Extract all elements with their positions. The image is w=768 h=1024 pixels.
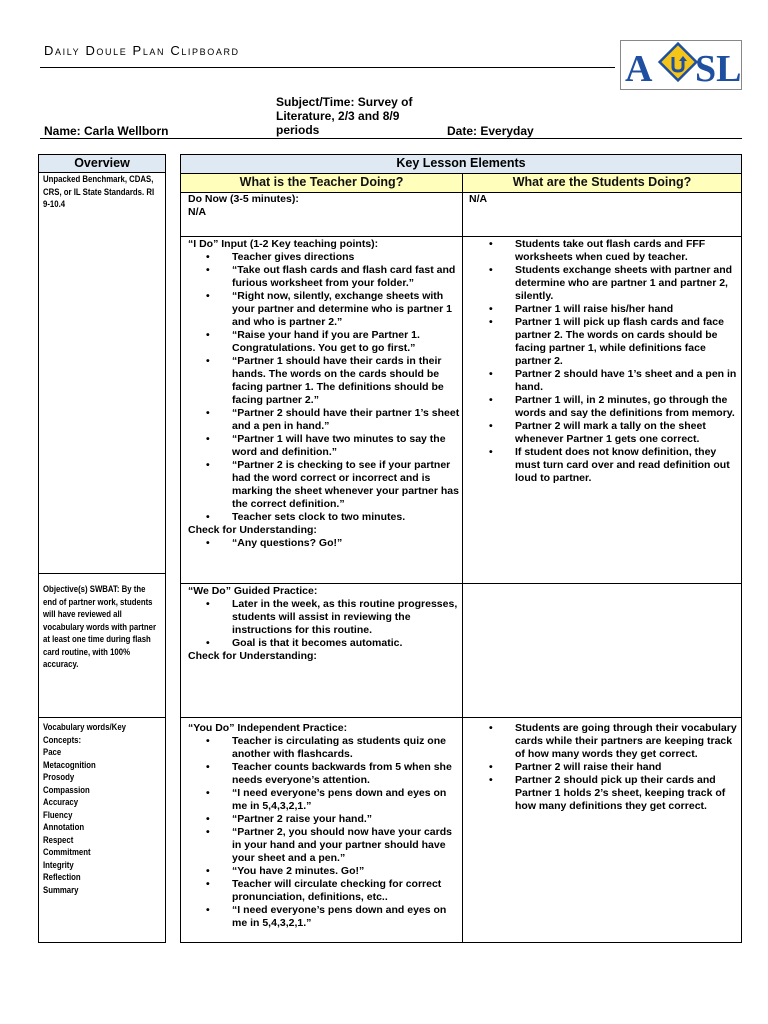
list-item: • “Partner 2 raise your hand.” [232, 813, 460, 826]
document-title: Daily Doule Plan Clipboard [44, 43, 240, 58]
list-item: • If student does not know definition, they must turn card over and read definition out loud to partner. [515, 446, 737, 485]
list-item: • Partner 2 should have 1’s sheet and a pen in hand. [515, 368, 737, 394]
vocab-word: Compassion [43, 784, 90, 796]
meta-divider [40, 138, 742, 139]
key-lesson-heading: Key Lesson Elements [181, 155, 741, 174]
lesson-date: Date: Everyday [447, 124, 534, 138]
you-do-title: “You Do” Independent Practice: [188, 722, 348, 734]
you-do-teacher-list [188, 735, 460, 930]
list-item: • “Take out flash cards and flash card fast and furious worksheet from your folder.” [232, 264, 460, 290]
list-item: • “Partner 1 will have two minutes to say the word and definition.” [232, 433, 460, 459]
list-item: • “Partner 2 is checking to see if your partner had the word correct or incorrect and is marking the sheet whenever your partner has the correct definition.” [232, 459, 460, 511]
list-item: • Partner 2 will raise their hand [515, 761, 737, 774]
i-do-students-list [465, 238, 737, 485]
overview-divider [39, 717, 165, 718]
you-do-teacher-cell [188, 722, 460, 930]
subject-time: Subject/Time: Survey of Literature, 2/3 and 8/9 periods [276, 95, 413, 137]
list-item: • Teacher gives directions [232, 251, 460, 264]
i-do-students-cell [465, 238, 737, 485]
i-do-check-title: Check for Understanding: [188, 524, 317, 536]
list-item: • Teacher sets clock to two minutes. [232, 511, 460, 524]
we-do-title: “We Do” Guided Practice: [188, 585, 318, 597]
we-do-teacher-cell [188, 585, 460, 663]
do-now-students-cell [469, 193, 737, 206]
vocab-word: Respect [43, 834, 74, 846]
vocab-word: Reflection [43, 872, 81, 883]
we-do-teacher-list [188, 598, 460, 650]
teacher-column-heading: What is the Teacher Doing? [181, 174, 462, 193]
list-item: • “You have 2 minutes. Go!” [232, 865, 460, 878]
overview-heading: Overview [39, 155, 165, 173]
overview-panel [38, 154, 166, 943]
row-divider [181, 583, 741, 584]
overview-divider [39, 573, 165, 574]
list-item: • “Partner 1 should have their cards in their hands. The words on the cards should be facing partner 1. The definitions should be facing partner 2.” [232, 355, 460, 407]
list-item: • “Raise your hand if you are Partner 1. Congratulations. You get to go first.” [232, 329, 460, 355]
vocab-word: Fluency [43, 809, 73, 821]
standards-text: Unpacked Benchmark, CDAS, CRS, or IL State Standards. RI 9-10.4 [43, 174, 155, 210]
you-do-students-cell [465, 722, 737, 813]
i-do-title: “I Do” Input (1-2 Key teaching points): [188, 238, 379, 250]
logo-letter-a: A [625, 48, 653, 89]
list-item: • “Right now, silently, exchange sheets with your partner and determine who is partner 1 and who is partner 2.” [232, 290, 460, 329]
list-item: • Partner 2 should pick up their cards and Partner 1 holds 2’s sheet, keeping track of how many definitions they get correct. [515, 774, 737, 813]
vocab-word: Metacognition [43, 759, 96, 771]
vocab-word: Commitment [43, 847, 91, 858]
do-now-teacher-cell [188, 193, 458, 219]
list-item: • “Partner 2 should have their partner 1’s sheet and a pen in hand.” [232, 407, 460, 433]
do-now-teacher-text: N/A [188, 206, 207, 218]
list-item: • “Any questions? Go!” [232, 537, 460, 550]
logo-letters-sl: SL [695, 48, 741, 89]
vocab-word: Integrity [43, 859, 74, 871]
vocab-title: Vocabulary words/Key Concepts: [43, 722, 126, 746]
vocab-word: Summary [43, 884, 79, 896]
vocab-word: Annotation [43, 822, 85, 833]
list-item: • “I need everyone’s pens down and eyes on me in 5,4,3,2,1.” [232, 787, 460, 813]
vocab-word: Accuracy [43, 797, 79, 808]
logo-sign-icon [660, 44, 697, 81]
list-item: • Teacher will circulate checking for correct pronunciation, definitions, etc.. [232, 878, 460, 904]
i-do-teacher-cell [188, 238, 460, 550]
row-divider [181, 717, 741, 718]
list-item: • Partner 1 will, in 2 minutes, go through the words and say the definitions from memory. [515, 394, 737, 420]
column-divider [462, 174, 463, 942]
logo-graphic [621, 41, 741, 89]
vocab-section [43, 722, 158, 897]
do-now-title: Do Now (3-5 minutes): [188, 193, 299, 205]
i-do-check-list [188, 537, 460, 550]
list-item: • Teacher counts backwards from 5 when she needs everyone’s attention. [232, 761, 460, 787]
aussl-logo [620, 40, 742, 90]
row-divider [181, 236, 741, 237]
list-item: • “I need everyone’s pens down and eyes on me in 5,4,3,2,1.” [232, 904, 460, 930]
vocab-word: Prosody [43, 772, 75, 783]
list-item: • Goal is that it becomes automatic. [232, 637, 460, 650]
list-item: • Partner 1 will raise his/her hand [515, 303, 737, 316]
header-divider [40, 67, 615, 68]
list-item: • Teacher is circulating as students quiz one another with flashcards. [232, 735, 460, 761]
list-item: • Partner 2 will mark a tally on the sheet whenever Partner 1 gets one correct. [515, 420, 737, 446]
objective-text: Objective(s) SWBAT: By the end of partner work, students will have reviewed all vocabulary words with partner at least one time during flash card routine, with 100% accuracy. [43, 584, 156, 670]
students-column-heading: What are the Students Doing? [463, 174, 741, 193]
teacher-name: Name: Carla Wellborn [44, 124, 169, 138]
list-item: • Partner 1 will pick up flash cards and face partner 2. The words on cards should be facing partner 1, while definitions face partner 2. [515, 316, 737, 368]
list-item: • Students exchange sheets with partner and determine who are partner 1 and partner 2, silently. [515, 264, 737, 303]
do-now-students-text: N/A [469, 193, 488, 205]
list-item: • Students are going through their vocabulary cards while their partners are keeping track of how many words they get correct. [515, 722, 737, 761]
list-item: • Later in the week, as this routine progresses, students will assist in reviewing the instructions for this routine. [232, 598, 460, 637]
you-do-students-list [465, 722, 737, 813]
i-do-teacher-list [188, 251, 460, 524]
key-lesson-panel [180, 154, 742, 943]
vocab-word: Pace [43, 747, 62, 758]
list-item: • Students take out flash cards and FFF worksheets when cued by teacher. [515, 238, 737, 264]
we-do-check-title: Check for Understanding: [188, 650, 317, 662]
list-item: • “Partner 2, you should now have your cards in your hand and your partner should have your sheet and a pen.” [232, 826, 460, 865]
